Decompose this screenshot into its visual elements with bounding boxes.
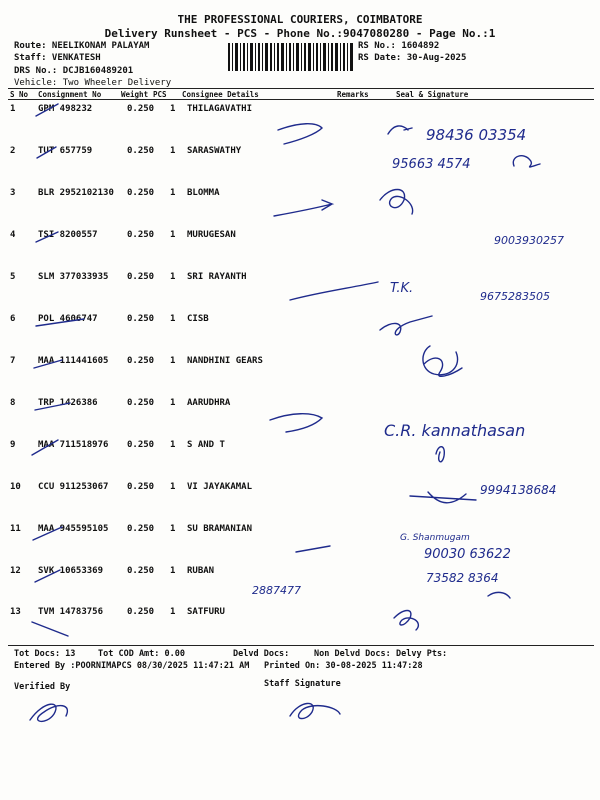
cell-consignment: TUT 657759 [38, 146, 93, 156]
cell-weight: 0.250 [127, 607, 155, 617]
cell-consignee: RUBAN [187, 566, 215, 576]
non-delivered-docs: Non Delvd Docs: [314, 649, 391, 659]
cell-pcs: 1 [170, 230, 176, 240]
strike-mark [36, 319, 84, 326]
cell-weight: 0.250 [127, 314, 155, 324]
cell-consignee: SARASWATHY [187, 146, 242, 156]
cell-sno: 12 [10, 566, 21, 576]
cell-consignee: MURUGESAN [187, 230, 236, 240]
strike-mark [32, 622, 68, 636]
cell-weight: 0.250 [127, 356, 155, 366]
runsheet-title: Delivery Runsheet - PCS - Phone No.:9047080280 - Page No.:1 [104, 27, 496, 40]
col-consignee: Consignee Details [182, 90, 259, 99]
col-weight: Weight [121, 90, 149, 99]
handwritten-name: C.R. kannathasan [384, 421, 526, 440]
strike-mark [37, 147, 56, 158]
signature-mark [436, 447, 444, 462]
cell-consignment: SVK 10653369 [38, 566, 104, 576]
cell-consignment: SLM 377033935 [38, 272, 109, 282]
cell-pcs: 1 [170, 188, 176, 198]
cell-weight: 0.250 [127, 440, 155, 450]
cell-sno: 11 [10, 524, 21, 534]
delivered-docs: Delvd Docs: [233, 649, 290, 659]
cell-consignment: TRP 1426386 [38, 398, 98, 408]
staff-signature-label: Staff Signature [264, 679, 341, 689]
strike-mark [33, 527, 62, 540]
cell-pcs: 1 [170, 566, 176, 576]
cell-sno: 7 [10, 356, 16, 366]
handwritten-phone: 73582 8364 [426, 571, 499, 585]
cell-consignment: CCU 911253067 [38, 482, 109, 492]
handwritten-phone: 95663 4574 [392, 157, 471, 172]
cell-consignee: SRI RAYANTH [187, 272, 247, 282]
company-title: THE PROFESSIONAL COURIERS, COIMBATORE [177, 13, 423, 26]
cell-consignee: THILAGAVATHI [187, 104, 253, 114]
col-seal: Seal & Signature [396, 90, 469, 99]
cell-pcs: 1 [170, 356, 176, 366]
signature-mark [388, 126, 412, 134]
verified-by-label: Verified By [14, 682, 71, 692]
handwritten-phone: 90030 63622 [424, 547, 511, 562]
cell-pcs: 1 [170, 398, 176, 408]
arrow-mark [270, 414, 322, 432]
cell-sno: 8 [10, 398, 16, 408]
printed-on: Printed On: 30-08-2025 11:47:28 [264, 661, 423, 671]
signature-mark [513, 156, 540, 167]
cell-consignee: NANDHINI GEARS [187, 356, 263, 366]
cell-weight: 0.250 [127, 188, 155, 198]
handwritten-phone: 9675283505 [480, 290, 550, 303]
rs-number: RS No.: 1604892 [358, 41, 440, 51]
cell-consignee: SATFURU [187, 607, 225, 617]
cell-sno: 9 [10, 440, 16, 450]
arrow-mark [290, 282, 378, 300]
cell-consignment: GPM 498232 [38, 104, 93, 114]
cell-consignee: AARUDHRA [187, 398, 231, 408]
signature-mark [380, 190, 413, 215]
route-label: Route: NEELIKONAM PALAYAM [14, 41, 150, 51]
cell-sno: 1 [10, 104, 16, 114]
cell-pcs: 1 [170, 524, 176, 534]
col-consignment: Consignment No [38, 90, 102, 99]
rs-date: RS Date: 30-Aug-2025 [358, 53, 467, 63]
cell-sno: 5 [10, 272, 16, 282]
cell-sno: 2 [10, 146, 16, 156]
cell-sno: 4 [10, 230, 16, 240]
total-cod-amount: Tot COD Amt: 0.00 [98, 649, 185, 659]
staff-signature-mark [290, 703, 340, 718]
cell-consignee: VI JAYAKAMAL [187, 482, 253, 492]
cell-weight: 0.250 [127, 104, 155, 114]
strike-mark [36, 104, 58, 116]
cell-weight: 0.250 [127, 230, 155, 240]
arrow-mark [278, 124, 322, 144]
staff-label: Staff: VENKATESH [14, 53, 101, 63]
cell-consignment: TSI 8200557 [38, 230, 98, 240]
handwritten-phone: 98436 03354 [426, 126, 527, 144]
strike-mark [36, 232, 58, 242]
delivery-points: Delvy Pts: [396, 649, 448, 659]
cell-pcs: 1 [170, 482, 176, 492]
cell-consignee: BLOMMA [187, 188, 220, 198]
arrow-mark [274, 200, 332, 216]
drs-label: DRS No.: DCJB160489201 [14, 66, 134, 76]
signature-mark [380, 316, 432, 335]
strike-mark [35, 570, 60, 582]
verified-signature [30, 704, 67, 721]
arrow-mark [296, 546, 330, 552]
strike-mark [35, 403, 70, 410]
strike-mark [32, 440, 58, 455]
signature-mark [424, 358, 462, 376]
total-docs: Tot Docs: 13 [14, 649, 76, 659]
cell-consignment: POL 4606747 [38, 314, 98, 324]
cell-sno: 3 [10, 188, 16, 198]
cell-pcs: 1 [170, 440, 176, 450]
cell-pcs: 1 [170, 314, 176, 324]
cell-consignee: CISB [187, 314, 209, 324]
handwritten-initials: T.K. [390, 281, 414, 296]
cell-weight: 0.250 [127, 272, 155, 282]
strike-mark [34, 360, 62, 368]
cell-consignment: MAA 111441605 [38, 356, 109, 366]
cell-consignee: S AND T [187, 440, 225, 450]
signature-mark [394, 611, 418, 631]
cell-sno: 10 [10, 482, 21, 492]
entered-by: Entered By :POORNIMAPCS 08/30/2025 11:47:21 AM [14, 661, 250, 671]
handwritten-phone: 9994138684 [480, 483, 557, 497]
cell-consignment: TVM 14783756 [38, 607, 104, 617]
cell-weight: 0.250 [127, 398, 155, 408]
cell-weight: 0.250 [127, 146, 155, 156]
vehicle-label: Vehicle: Two Wheeler Delivery [14, 78, 172, 88]
handwritten-phone: 9003930257 [494, 234, 564, 247]
signature-mark [410, 492, 476, 503]
handwritten-note: 2887477 [252, 584, 301, 597]
col-remarks: Remarks [337, 90, 369, 99]
cell-pcs: 1 [170, 104, 176, 114]
cell-consignment: MAA 711518976 [38, 440, 109, 450]
handwritten-name: G. Shanmugam [400, 533, 470, 543]
cell-consignment: MAA 945595105 [38, 524, 109, 534]
cell-pcs: 1 [170, 146, 176, 156]
cell-weight: 0.250 [127, 524, 155, 534]
cell-sno: 6 [10, 314, 16, 324]
col-sno: S No [10, 90, 29, 99]
col-pcs: PCS [153, 90, 167, 99]
cell-pcs: 1 [170, 272, 176, 282]
cell-consignment: BLR 2952102130 [38, 188, 114, 198]
cell-consignee: SU BRAMANIAN [187, 524, 253, 534]
signature-mark [488, 592, 510, 598]
cell-weight: 0.250 [127, 482, 155, 492]
cell-pcs: 1 [170, 607, 176, 617]
cell-weight: 0.250 [127, 566, 155, 576]
cell-sno: 13 [10, 607, 21, 617]
